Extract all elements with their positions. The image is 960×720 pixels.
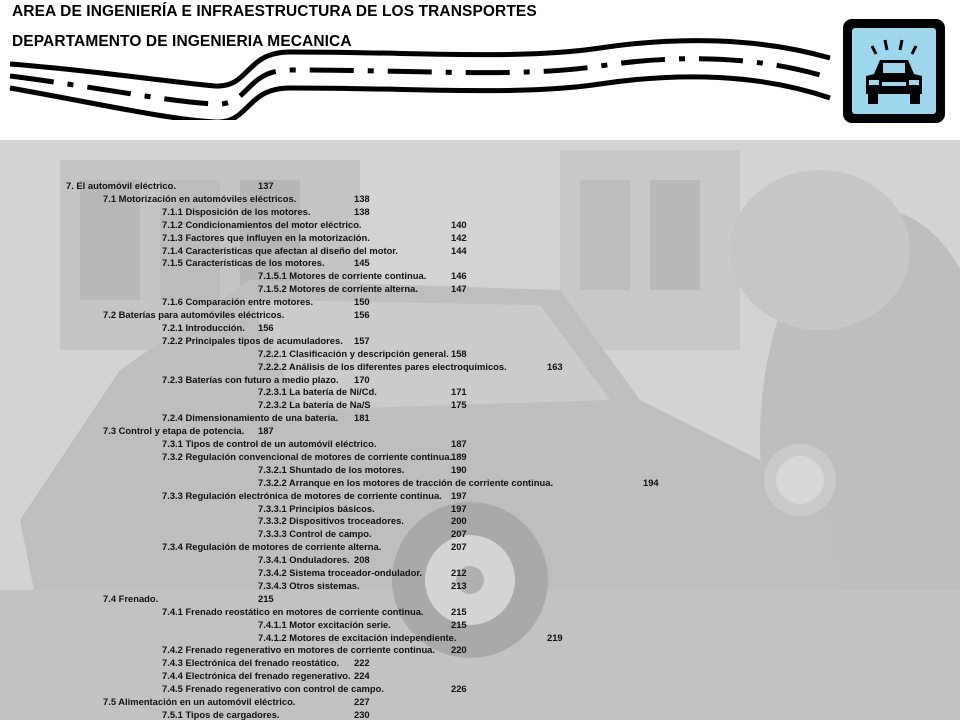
toc-entry-title: 7.2.2 Principales tipos de acumuladores.: [162, 334, 343, 346]
toc-entry-title: 7.1.5 Características de los motores.: [162, 257, 325, 269]
toc-entry-page: 197: [451, 502, 467, 514]
toc-entry-page: 142: [451, 231, 467, 243]
toc-entry-page: 138: [354, 205, 370, 217]
toc-entry-title: 7.5 Alimentación en un automóvil eléctrico.: [103, 696, 296, 707]
toc-entry-title: 7.4 Frenado.: [103, 592, 159, 604]
toc-entry-title: 7.3.2.1 Shuntado de los motores.: [258, 463, 405, 475]
toc-entry-page: 215: [258, 592, 274, 604]
toc-entry-page: 171: [451, 386, 467, 398]
toc-entry-page: 190: [451, 463, 467, 475]
toc-entry-title: 7.1.1 Disposición de los motores.: [162, 205, 311, 217]
toc-entry-page: 144: [451, 244, 467, 256]
toc-entry-title: 7.2.4 Dimensionamiento de una batería.: [162, 412, 339, 424]
toc-entry-title: 7.3.3.2 Dispositivos troceadores.: [258, 515, 404, 527]
toc-entry-page: 215: [451, 605, 467, 617]
toc-entry-title: 7.1.4 Características que afectan al diseño del motor.: [162, 244, 399, 256]
toc-entry-title: 7.4.5 Frenado regenerativo con control de campo.: [162, 683, 384, 695]
toc-entry-page: 145: [354, 257, 370, 269]
toc-entry-page: 146: [451, 270, 467, 282]
toc-entry-page: 207: [451, 541, 467, 553]
toc-entry-page: 212: [451, 567, 467, 578]
toc-entry-title: 7.4.1.2 Motores de excitación independiente.: [258, 631, 457, 643]
toc-entry-page: 227: [354, 696, 370, 707]
toc-entry-title: 7.3.4 Regulación de motores de corriente alterna.: [162, 541, 382, 553]
toc-entry-title: 7.3.4.1 Onduladores.: [258, 554, 350, 566]
toc-entry-page: 187: [451, 438, 467, 449]
toc-entry-page: 230: [354, 708, 370, 720]
toc-entry-title: 7.5.1 Tipos de cargadores.: [162, 708, 280, 720]
toc-entry-title: 7.2.3.1 La batería de Ni/Cd.: [258, 386, 377, 398]
toc-entry-title: 7.2.2.1 Clasificación y descripción general.: [258, 347, 449, 359]
toc-entry-title: 7.3.1 Tipos de control de un automóvil eléctrico.: [162, 438, 377, 449]
toc-entry-page: 222: [354, 657, 370, 669]
toc-entry-title: 7.4.1 Frenado reostático en motores de corriente continua.: [162, 605, 424, 617]
toc-entry-page: 215: [451, 618, 467, 630]
toc-entry-page: 194: [643, 476, 659, 488]
toc-entry-title: 7.3.3.1 Principios básicos.: [258, 502, 375, 514]
toc-entry-title: 7.1 Motorización en automóviles eléctricos.: [103, 192, 297, 204]
toc-entry-page: 150: [354, 296, 370, 308]
toc-entry-title: 7.3.2.2 Arranque en los motores de tracción de corriente continua.: [258, 476, 554, 488]
toc-entry-title: 7.2.1 Introducción.: [162, 321, 245, 333]
toc-entry-page: 158: [451, 347, 467, 359]
toc-entry-title: 7. El automóvil eléctrico.: [66, 180, 176, 191]
toc-entry-page: 187: [258, 425, 274, 437]
toc-entry-title: 7.2.3.2 La batería de Na/S: [258, 399, 371, 411]
toc-entry-page: 208: [354, 554, 370, 566]
toc-entry-page: 181: [354, 412, 370, 424]
toc-entry-title: 7.3.2 Regulación convencional de motores de corriente continua.: [162, 450, 453, 462]
toc-entry-title: 7.4.4 Electrónica del frenado regenerativo.: [162, 670, 351, 682]
toc-entry-title: 7.4.3 Electrónica del frenado reostático.: [162, 657, 340, 669]
toc-entry-title: 7.2 Baterías para automóviles eléctricos.: [103, 309, 285, 320]
toc-entry-page: 207: [451, 528, 467, 540]
header-title-line2: DEPARTAMENTO DE INGENIERIA MECANICA: [12, 33, 352, 50]
toc-entry-title: 7.3.3 Regulación electrónica de motores de corriente continua.: [162, 489, 442, 501]
toc-entry-page: 170: [354, 373, 370, 385]
header-title-line1: AREA DE INGENIERÍA E INFRAESTRUCTURA DE LOS TRANSPORTES: [12, 3, 537, 20]
toc-entry-title: 7.1.3 Factores que influyen en la motorización.: [162, 231, 370, 243]
toc-entry-title: 7.1.5.2 Motores de corriente alterna.: [258, 283, 418, 295]
toc-entry-page: 226: [451, 683, 467, 695]
toc-entry-title: 7.4.2 Frenado regenerativo en motores de corriente continua.: [162, 644, 435, 656]
toc-entry-page: 200: [451, 515, 467, 527]
toc-entry-title: 7.2.2.2 Análisis de los diferentes pares electroquímicos.: [258, 360, 507, 372]
toc-entry-page: 197: [451, 489, 467, 501]
toc-entry-page: 138: [354, 192, 370, 204]
toc-entry-page: 220: [451, 644, 467, 656]
toc-entry-page: 137: [258, 180, 274, 191]
toc-entry-page: 224: [354, 670, 370, 682]
toc-entry-title: 7.4.1.1 Motor excitación serie.: [258, 618, 391, 630]
toc-entry-page: 156: [354, 309, 370, 320]
toc-entry-title: 7.3 Control y etapa de potencia.: [103, 425, 245, 437]
toc-entry-title: 7.1.5.1 Motores de corriente continua.: [258, 270, 427, 282]
toc-entry-page: 219: [547, 631, 563, 643]
toc-entry-page: 147: [451, 283, 467, 295]
toc-entry-title: 7.1.2 Condicionamientos del motor eléctrico.: [162, 218, 362, 230]
toc-entry-title: 7.2.3 Baterías con futuro a medio plazo.: [162, 373, 339, 385]
toc-entry-title: 7.3.4.2 Sistema troceador-ondulador.: [258, 567, 423, 578]
toc-entry-page: 140: [451, 218, 467, 230]
toc-entry-page: 189: [451, 450, 467, 462]
toc-entry-page: 213: [451, 579, 467, 591]
toc-entry-title: 7.3.4.3 Otros sistemas.: [258, 579, 360, 591]
toc-entry-title: 7.1.6 Comparación entre motores.: [162, 296, 314, 308]
toc-entry-page: 156: [258, 321, 274, 333]
toc-entry-page: 163: [547, 360, 563, 372]
toc-entry-page: 175: [451, 399, 467, 411]
toc-entry-page: 157: [354, 334, 370, 346]
toc-entry-title: 7.3.3.3 Control de campo.: [258, 528, 372, 540]
